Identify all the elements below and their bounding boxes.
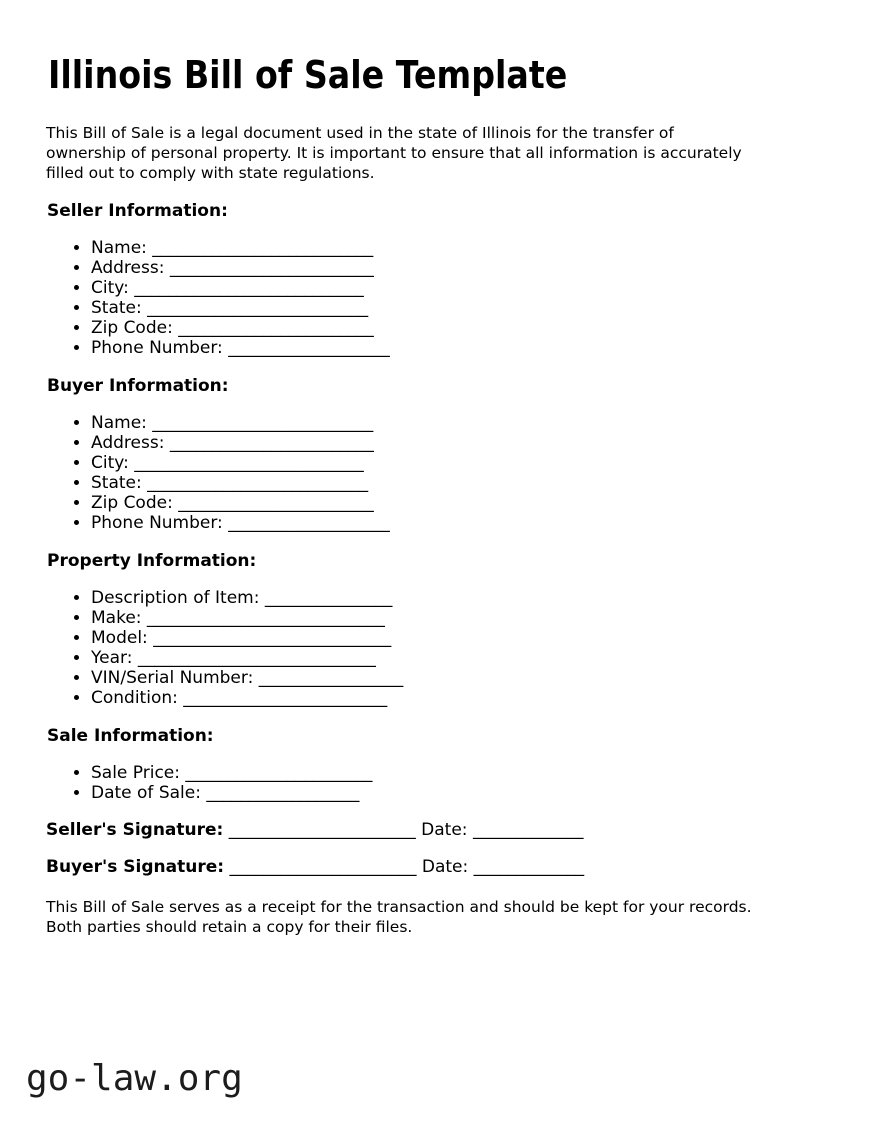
blank-line: __________________________ — [147, 298, 369, 318]
closing-note-line: Both parties should retain a copy for their files. — [46, 918, 413, 936]
list-item — [91, 238, 821, 258]
closing-note-line: This Bill of Sale serves as a receipt for the transaction and should be kept for your records. — [46, 898, 752, 916]
list-item — [91, 453, 821, 473]
field-label: Name: — [91, 238, 147, 258]
blank-line: ________________________ — [183, 688, 388, 708]
field-label: State: — [91, 298, 142, 318]
blank-line: _______________________ — [178, 493, 374, 513]
seller-signature-row — [46, 820, 821, 840]
section-heading-sale: Sale Information: — [47, 726, 214, 746]
field-label: Name: — [91, 413, 147, 433]
field-label: City: — [91, 453, 129, 473]
blank-line: ___________________ — [228, 338, 390, 358]
list-item — [91, 513, 821, 533]
field-label: City: — [91, 278, 129, 298]
buyer-date-blank-line: _____________ — [473, 857, 585, 877]
list-item — [91, 493, 821, 513]
field-label: Make: — [91, 608, 142, 628]
buyer-signature-row — [46, 857, 821, 877]
blank-line: ________________________ — [169, 433, 374, 453]
field-label: Year: — [91, 648, 133, 668]
field-label: VIN/Serial Number: — [91, 668, 254, 688]
section-heading-seller: Seller Information: — [47, 201, 228, 221]
list-item — [91, 413, 821, 433]
intro-paragraph — [46, 123, 821, 183]
list-item — [91, 608, 821, 628]
sale-field-list — [46, 763, 821, 803]
list-item — [91, 473, 821, 493]
buyer-date-label: Date: — [421, 857, 469, 877]
list-item — [91, 258, 821, 278]
property-field-list — [46, 588, 821, 708]
list-item — [91, 433, 821, 453]
seller-field-list — [46, 238, 821, 358]
seller-date-label: Date: — [421, 820, 468, 840]
seller-signature-label: Seller's Signature: — [46, 820, 224, 840]
list-item — [91, 338, 821, 358]
intro-line: ownership of personal property. It is important to ensure that all information is accurately — [46, 144, 742, 162]
field-label: Phone Number: — [91, 513, 223, 533]
field-label: Model: — [91, 628, 148, 648]
blank-line: __________________________ — [152, 413, 374, 433]
field-label: Condition: — [91, 688, 178, 708]
blank-line: __________________________ — [147, 473, 369, 493]
blank-line: ____________________________ — [146, 608, 385, 628]
blank-line: _______________________ — [178, 318, 374, 338]
section-heading-property: Property Information: — [47, 551, 257, 571]
list-item — [91, 318, 821, 338]
blank-line: ____________________________ — [153, 628, 392, 648]
field-label: Date of Sale: — [91, 783, 201, 803]
blank-line: ______________________ — [185, 763, 373, 783]
list-item — [91, 688, 821, 708]
blank-line: _______________ — [264, 588, 393, 608]
list-item — [91, 648, 821, 668]
page-title: Illinois Bill of Sale Template — [48, 53, 568, 97]
closing-note — [46, 897, 821, 937]
list-item — [91, 783, 821, 803]
list-item — [91, 278, 821, 298]
seller-date-blank-line: _____________ — [472, 820, 584, 840]
field-label: Address: — [91, 258, 165, 278]
intro-line: This Bill of Sale is a legal document used in the state of Illinois for the transfer of — [46, 124, 674, 142]
blank-line: _________________ — [258, 668, 404, 688]
field-label: Phone Number: — [91, 338, 223, 358]
list-item — [91, 628, 821, 648]
blank-line: __________________ — [206, 783, 360, 803]
field-label: Zip Code: — [91, 318, 173, 338]
seller-signature-blank-line: ______________________ — [228, 820, 416, 840]
field-label: Sale Price: — [91, 763, 180, 783]
buyer-field-list — [46, 413, 821, 533]
blank-line: ________________________ — [169, 258, 374, 278]
blank-line: ___________________________ — [134, 278, 364, 298]
list-item — [91, 668, 821, 688]
list-item — [91, 298, 821, 318]
intro-line: filled out to comply with state regulations. — [46, 164, 375, 182]
buyer-signature-label: Buyer's Signature: — [46, 857, 225, 877]
buyer-signature-blank-line: ______________________ — [229, 857, 417, 877]
blank-line: ___________________________ — [134, 453, 364, 473]
go-law-logo: go-law.org — [26, 1058, 243, 1099]
field-label: Description of Item: — [91, 588, 260, 608]
section-heading-buyer: Buyer Information: — [47, 376, 229, 396]
field-label: Address: — [91, 433, 165, 453]
field-label: Zip Code: — [91, 493, 173, 513]
blank-line: ___________________ — [228, 513, 390, 533]
list-item — [91, 588, 821, 608]
field-label: State: — [91, 473, 142, 493]
blank-line: ____________________________ — [137, 648, 376, 668]
list-item — [91, 763, 821, 783]
blank-line: __________________________ — [152, 238, 374, 258]
